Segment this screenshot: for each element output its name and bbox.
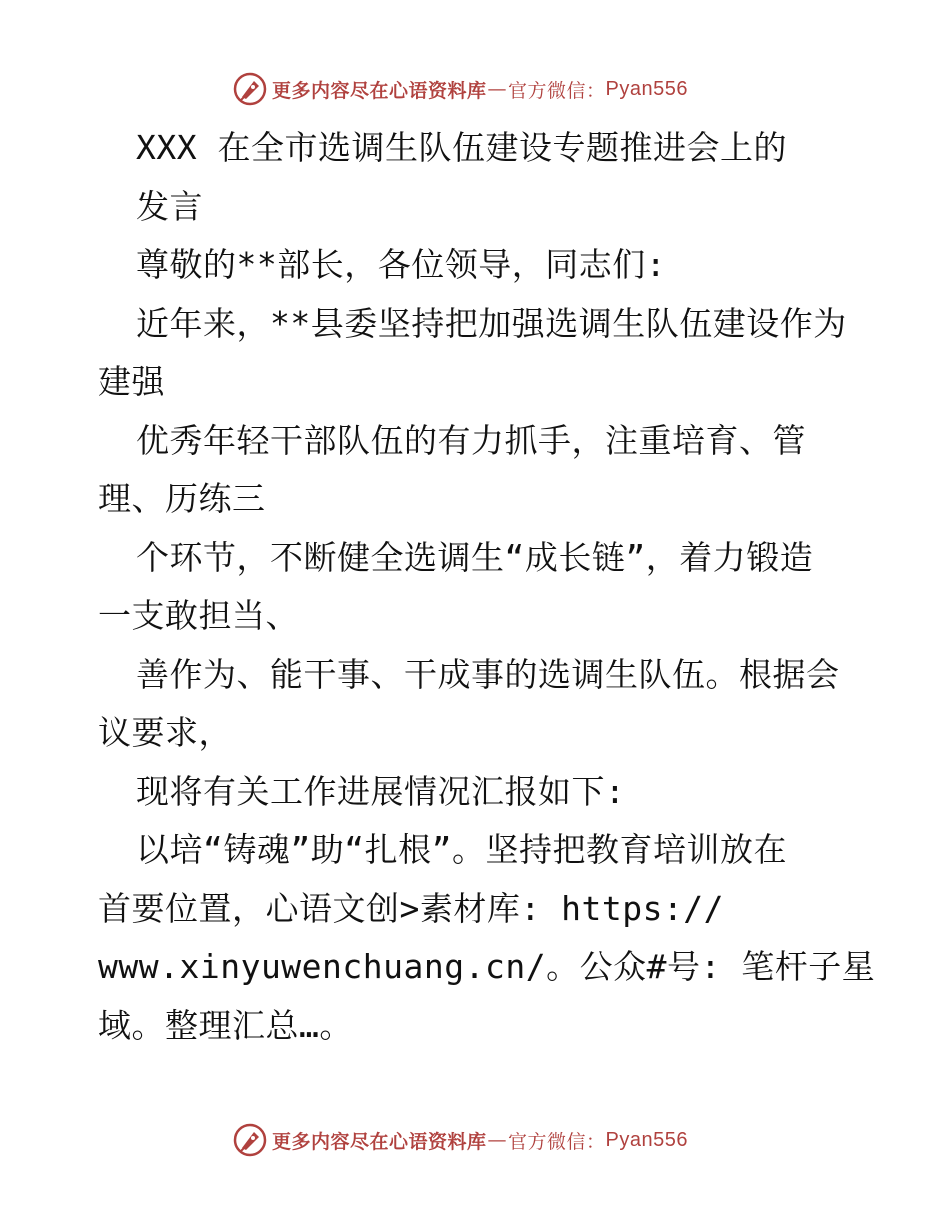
paragraph-line: 首要位置，心语文创>素材库: https:// <box>98 888 725 928</box>
paragraph-line: 以培“铸魂”助“扎根”。坚持把教育培训放在 <box>136 830 787 869</box>
paragraph-line: 近年来，**县委坚持把加强选调生队伍建设作为 <box>136 303 847 343</box>
paragraph-line: 理、历练三 <box>98 479 266 518</box>
paragraph-line: www.xinyuwenchuang.cn/。公众#号: 笔杆子星 <box>98 947 876 986</box>
watermark-brand-text: 更多内容尽在心语资料库 <box>272 1130 487 1153</box>
document-title-line-2: 发言 <box>136 186 203 226</box>
paragraph-line: 个环节，不断健全选调生“成长链”，着力锻造 <box>136 537 814 577</box>
watermark-wechat-label: 官方微信： <box>508 1130 606 1153</box>
paragraph-line: 优秀年轻干部队伍的有力抓手，注重培育、管 <box>136 420 806 460</box>
footer-watermark <box>232 1121 688 1159</box>
watermark-brand-text: 更多内容尽在心语资料库 <box>272 79 487 102</box>
document-body <box>98 119 888 1055</box>
watermark-wechat-id: Pyan556 <box>605 77 688 100</box>
pen-nib-logo-icon <box>232 71 268 107</box>
paragraph-line: 一支敢担当、 <box>98 596 299 635</box>
paragraph-line: 议要求， <box>98 713 232 752</box>
paragraph-line: 现将有关工作进展情况汇报如下: <box>136 771 626 811</box>
header-watermark <box>232 70 688 108</box>
paragraph-line: 建强 <box>98 362 165 401</box>
paragraph-line: 善作为、能干事、干成事的选调生队伍。根据会 <box>136 654 840 694</box>
document-title-line-1: XXX 在全市选调生队伍建设专题推进会上的 <box>136 128 787 167</box>
watermark-wechat-label: 官方微信： <box>508 79 606 102</box>
paragraph-line: 域。整理汇总…。 <box>98 1005 353 1045</box>
watermark-dash: — <box>487 1129 508 1151</box>
watermark-wechat-id: Pyan556 <box>605 1128 688 1151</box>
salutation: 尊敬的**部长，各位领导，同志们: <box>136 245 667 284</box>
pen-nib-logo-icon <box>232 1122 268 1158</box>
watermark-dash: — <box>487 78 508 100</box>
